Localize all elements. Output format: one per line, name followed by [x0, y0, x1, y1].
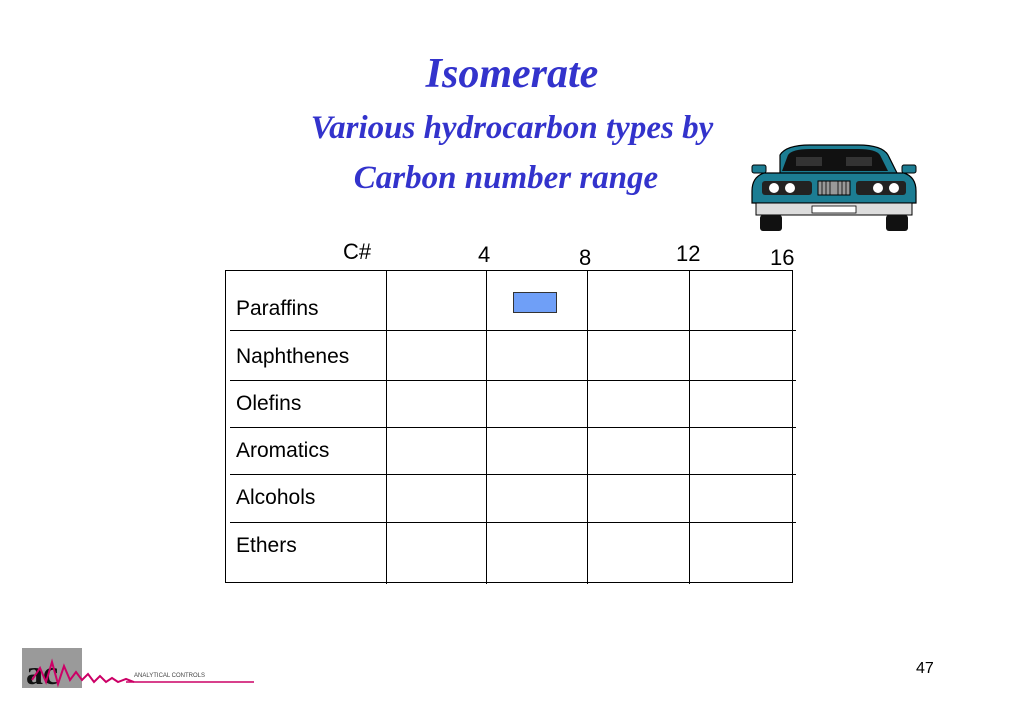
table-row-divider — [230, 330, 796, 331]
table-row-divider — [230, 427, 796, 428]
carbon-number-4: 4 — [478, 242, 491, 267]
carbon-number-16: 16 — [770, 245, 795, 270]
table-row-divider — [230, 474, 796, 475]
row-label-ethers: Ethers — [236, 534, 297, 557]
car-illustration-icon — [750, 143, 918, 233]
svg-text:ANALYTICAL CONTROLS: ANALYTICAL CONTROLS — [134, 673, 206, 679]
slide-subtitle-line-2: Carbon number range — [353, 160, 659, 196]
carbon-number-12: 12 — [676, 241, 701, 266]
row-label-alcohols: Alcohols — [236, 486, 316, 509]
carbon-number-8: 8 — [579, 245, 592, 270]
table-row-divider — [230, 522, 796, 523]
page-number: 47 — [916, 660, 934, 677]
carbon-number-header-label: C# — [343, 239, 372, 264]
svg-text:ac: ac — [26, 655, 59, 690]
analytical-controls-logo-icon — [22, 646, 254, 690]
row-label-paraffins: Paraffins — [236, 297, 319, 320]
paraffins-range-bar — [513, 292, 557, 313]
table-row-divider — [230, 380, 796, 381]
row-label-olefins: Olefins — [236, 392, 302, 415]
slide-title: Isomerate — [425, 51, 599, 97]
row-label-naphthenes: Naphthenes — [236, 345, 350, 368]
slide-subtitle-line-1: Various hydrocarbon types by — [310, 110, 714, 146]
row-label-aromatics: Aromatics — [236, 439, 330, 462]
